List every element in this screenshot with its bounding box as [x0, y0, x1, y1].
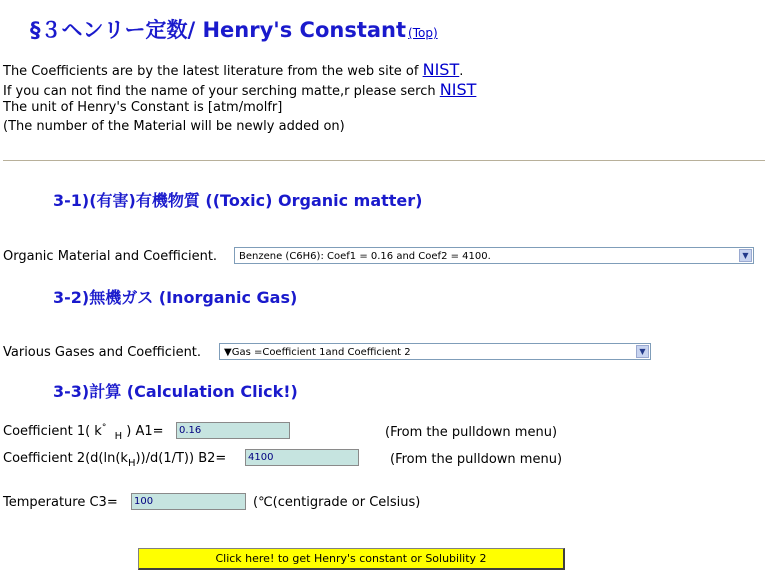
temperature-input[interactable]: 100 — [131, 493, 246, 510]
coefficient-1-hint: (From the pulldown menu) — [385, 425, 558, 440]
coef2-label-sub: H — [127, 458, 136, 469]
organic-material-label: Organic Material and Coefficient. — [3, 249, 218, 264]
section-calculation-heading: 3-3)計算 (Calculation Click!) — [53, 382, 298, 401]
temperature-hint: (℃(centigrade or Celsius) — [253, 495, 421, 510]
inorganic-gas-select[interactable] — [219, 343, 651, 360]
page-title-text: §３ヘンリー定数/ Henry's Constant — [30, 18, 407, 42]
coefficient-2-hint: (From the pulldown menu) — [390, 452, 563, 467]
coefficient-1-label — [3, 423, 164, 442]
coef1-label-sup: ° — [101, 423, 107, 433]
page-title — [30, 14, 438, 44]
organic-material-select[interactable] — [234, 247, 754, 264]
coefficient-2-label — [3, 451, 227, 469]
organic-material-selected: Benzene (C6H6): Coef1 = 0.16 and Coef2 = 4100. — [239, 251, 491, 262]
intro-line-1 — [3, 60, 463, 79]
chevron-down-icon[interactable]: ▼ — [636, 345, 649, 358]
section-inorganic-heading: 3-2)無機ガス (Inorganic Gas) — [53, 288, 298, 307]
chevron-down-icon[interactable]: ▼ — [739, 249, 752, 262]
coef2-label-post: ))/d(1/T)) B2= — [135, 451, 227, 466]
section-organic-heading: 3-1)(有害)有機物質 ((Toxic) Organic matter) — [53, 191, 423, 210]
coef1-label-post: ) A1= — [122, 424, 164, 439]
inorganic-gas-label: Various Gases and Coefficient. — [3, 345, 202, 360]
coef2-label-pre: Coefficient 2(d(ln(k — [3, 451, 128, 466]
intro-line-1-end: . — [459, 64, 464, 79]
temperature-label: Temperature C3= — [3, 495, 118, 510]
intro-line-1-text: The Coefficients are by the latest literature from the web site of — [3, 64, 423, 79]
nist-link-1[interactable]: NIST — [422, 60, 460, 79]
nist-link-2[interactable]: NIST — [439, 80, 477, 99]
calculate-button[interactable]: Click here! to get Henry's constant or Solubility 2 — [138, 548, 565, 570]
update-note: (The number of the Material will be newly added on) — [3, 119, 345, 134]
divider — [3, 160, 765, 161]
intro-line-2-text: If you can not find the name of your serching matte,r please serch — [3, 84, 440, 99]
top-link[interactable]: (Top) — [408, 26, 438, 40]
coefficient-2-input[interactable]: 4100 — [245, 449, 359, 466]
intro-line-2 — [3, 80, 476, 99]
coef1-label-sub: H — [114, 431, 123, 442]
coefficient-1-input[interactable]: 0.16 — [176, 422, 290, 439]
inorganic-gas-selected: ▼Gas =Coefficient 1and Coefficient 2 — [224, 347, 411, 358]
unit-note: The unit of Henry's Constant is [atm/molfr] — [3, 100, 283, 115]
coef1-label-pre: Coefficient 1( k — [3, 424, 102, 439]
